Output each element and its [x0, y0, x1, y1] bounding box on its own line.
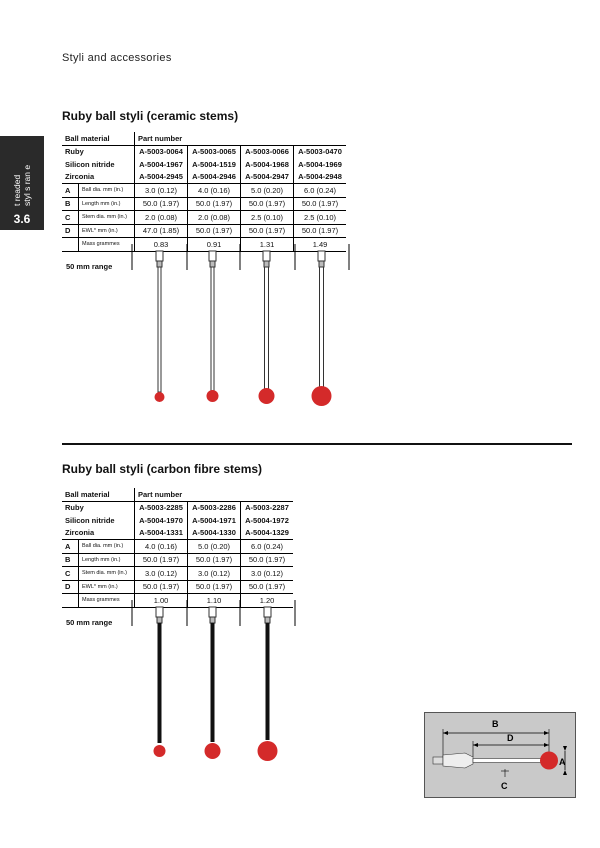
dim-letter: A — [62, 184, 79, 198]
part-number: A-5004-1331 — [135, 527, 188, 540]
dim-value: 50.0 (1.97) — [294, 197, 347, 211]
dim-value: 2.5 (0.10) — [294, 211, 347, 225]
part-number: A-5003-0064 — [135, 145, 188, 158]
dim-value: 3.0 (0.12) — [241, 567, 294, 581]
part-number: A-5004-1968 — [241, 158, 294, 171]
dim-value: 50.0 (1.97) — [241, 224, 294, 238]
mass-value: 0.83 — [135, 238, 188, 252]
material-name: Ruby — [65, 503, 84, 513]
dim-label-c: C — [501, 781, 508, 791]
mass-label: Mass grammes — [79, 594, 135, 608]
dim-value: 50.0 (1.97) — [135, 580, 188, 594]
dim-letter: C — [62, 211, 79, 225]
part-number: A-5004-1970 — [135, 514, 188, 527]
stylus-ceramic-1 — [155, 251, 165, 402]
dim-label-a: A — [559, 757, 566, 767]
dim-value: 5.0 (0.20) — [241, 184, 294, 198]
stylus-ceramic-4 — [312, 251, 332, 406]
side-tab-number: 3.6 — [0, 208, 44, 230]
dim-value: 50.0 (1.97) — [188, 224, 241, 238]
dim-label: Ball dia. mm (in.) — [79, 540, 135, 554]
part-number: A-5004-1967 — [135, 158, 188, 171]
dim-label-b: B — [492, 719, 499, 729]
range-label-ceramic: 50 mm range — [66, 262, 113, 271]
dim-value: 6.0 (0.24) — [241, 540, 294, 554]
mass-value: 1.10 — [188, 594, 241, 608]
dim-letter: A — [62, 540, 79, 554]
part-number: A-5004-1972 — [241, 514, 294, 527]
material-name: Silicon nitride — [65, 159, 115, 169]
dim-value: 50.0 (1.97) — [241, 580, 294, 594]
part-number: A-5004-1329 — [241, 527, 294, 540]
dim-label: EWL* mm (in.) — [79, 580, 135, 594]
stylus-carbon-3 — [258, 607, 278, 761]
dim-value: 50.0 (1.97) — [188, 197, 241, 211]
part-number-header: Part number — [135, 488, 294, 501]
dim-value: 5.0 (0.20) — [188, 540, 241, 554]
part-number: A-5003-0066 — [241, 145, 294, 158]
material-name: Zirconia — [62, 527, 135, 540]
range-label-carbon: 50 mm range — [66, 618, 113, 627]
part-number: A-5004-1519 — [188, 158, 241, 171]
part-number: A-5004-2945 — [135, 171, 188, 184]
part-number: A-5003-2287 — [241, 501, 294, 514]
part-number: A-5004-1969 — [294, 158, 347, 171]
dim-value: 47.0 (1.85) — [135, 224, 188, 238]
ceramic-column-separators — [132, 244, 349, 270]
stylus-ceramic-2 — [207, 251, 219, 402]
dim-label-d: D — [507, 733, 514, 743]
dim-letter: B — [62, 197, 79, 211]
dim-label: Ball dia. mm (in.) — [79, 184, 135, 198]
section-title-carbon: Ruby ball styli (carbon fibre stems) — [62, 462, 263, 476]
dim-value: 4.0 (0.16) — [188, 184, 241, 198]
dim-label: Length mm (in.) — [79, 553, 135, 567]
material-name: Zirconia — [62, 171, 135, 184]
mass-label: Mass grammes — [79, 238, 135, 252]
ball-material-header: Ball material — [62, 488, 135, 501]
dim-letter: B — [62, 553, 79, 567]
dim-label: Stem dia. mm (in.) — [79, 211, 135, 225]
mass-value: 1.49 — [294, 238, 347, 252]
dim-value: 50.0 (1.97) — [135, 197, 188, 211]
dim-value: 2.0 (0.08) — [135, 211, 188, 225]
dim-value: 50.0 (1.97) — [188, 553, 241, 567]
material-name: Silicon nitride — [65, 515, 115, 525]
section-title-ceramic: Ruby ball styli (ceramic stems) — [62, 109, 239, 123]
dimension-diagram-drawing — [425, 713, 575, 797]
part-number: A-5003-2286 — [188, 501, 241, 514]
part-number: A-5004-2948 — [294, 171, 347, 184]
dim-value: 50.0 (1.97) — [294, 224, 347, 238]
mass-value: 0.91 — [188, 238, 241, 252]
dim-label: Stem dia. mm (in.) — [79, 567, 135, 581]
dim-value: 3.0 (0.12) — [135, 184, 188, 198]
material-name: Ruby — [65, 147, 84, 157]
dim-value: 3.0 (0.12) — [135, 567, 188, 581]
mass-value: 1.00 — [135, 594, 188, 608]
dim-letter: C — [62, 567, 79, 581]
part-number-header: Part number — [135, 132, 347, 145]
part-number: A-5003-0470 — [294, 145, 347, 158]
dim-value: 50.0 (1.97) — [241, 553, 294, 567]
part-number: A-5004-2946 — [188, 171, 241, 184]
dim-value: 50.0 (1.97) — [241, 197, 294, 211]
dim-value: 3.0 (0.12) — [188, 567, 241, 581]
dim-value: 2.0 (0.08) — [188, 211, 241, 225]
stylus-ceramic-3 — [259, 251, 275, 404]
ball-material-header: Ball material — [62, 132, 135, 145]
stylus-carbon-2 — [205, 607, 221, 759]
dim-label: EWL* mm (in.) — [79, 224, 135, 238]
part-number: A-5003-2285 — [135, 501, 188, 514]
dim-value: 50.0 (1.97) — [188, 580, 241, 594]
part-number: A-5003-0065 — [188, 145, 241, 158]
page-header-title: Styli and accessories — [62, 52, 172, 64]
part-number: A-5004-2947 — [241, 171, 294, 184]
dim-value: 6.0 (0.24) — [294, 184, 347, 198]
mass-value: 1.31 — [241, 238, 294, 252]
dim-value: 4.0 (0.16) — [135, 540, 188, 554]
dimension-diagram — [424, 712, 576, 798]
part-number: A-5004-1330 — [188, 527, 241, 540]
dim-value: 50.0 (1.97) — [135, 553, 188, 567]
dim-label: Length mm (in.) — [79, 197, 135, 211]
dim-letter: D — [62, 224, 79, 238]
side-tab-label: t readed styl s ran e — [12, 164, 32, 206]
mass-value: 1.20 — [241, 594, 294, 608]
dim-value: 2.5 (0.10) — [241, 211, 294, 225]
part-number: A-5004-1971 — [188, 514, 241, 527]
stylus-carbon-1 — [154, 607, 166, 757]
dim-letter: D — [62, 580, 79, 594]
